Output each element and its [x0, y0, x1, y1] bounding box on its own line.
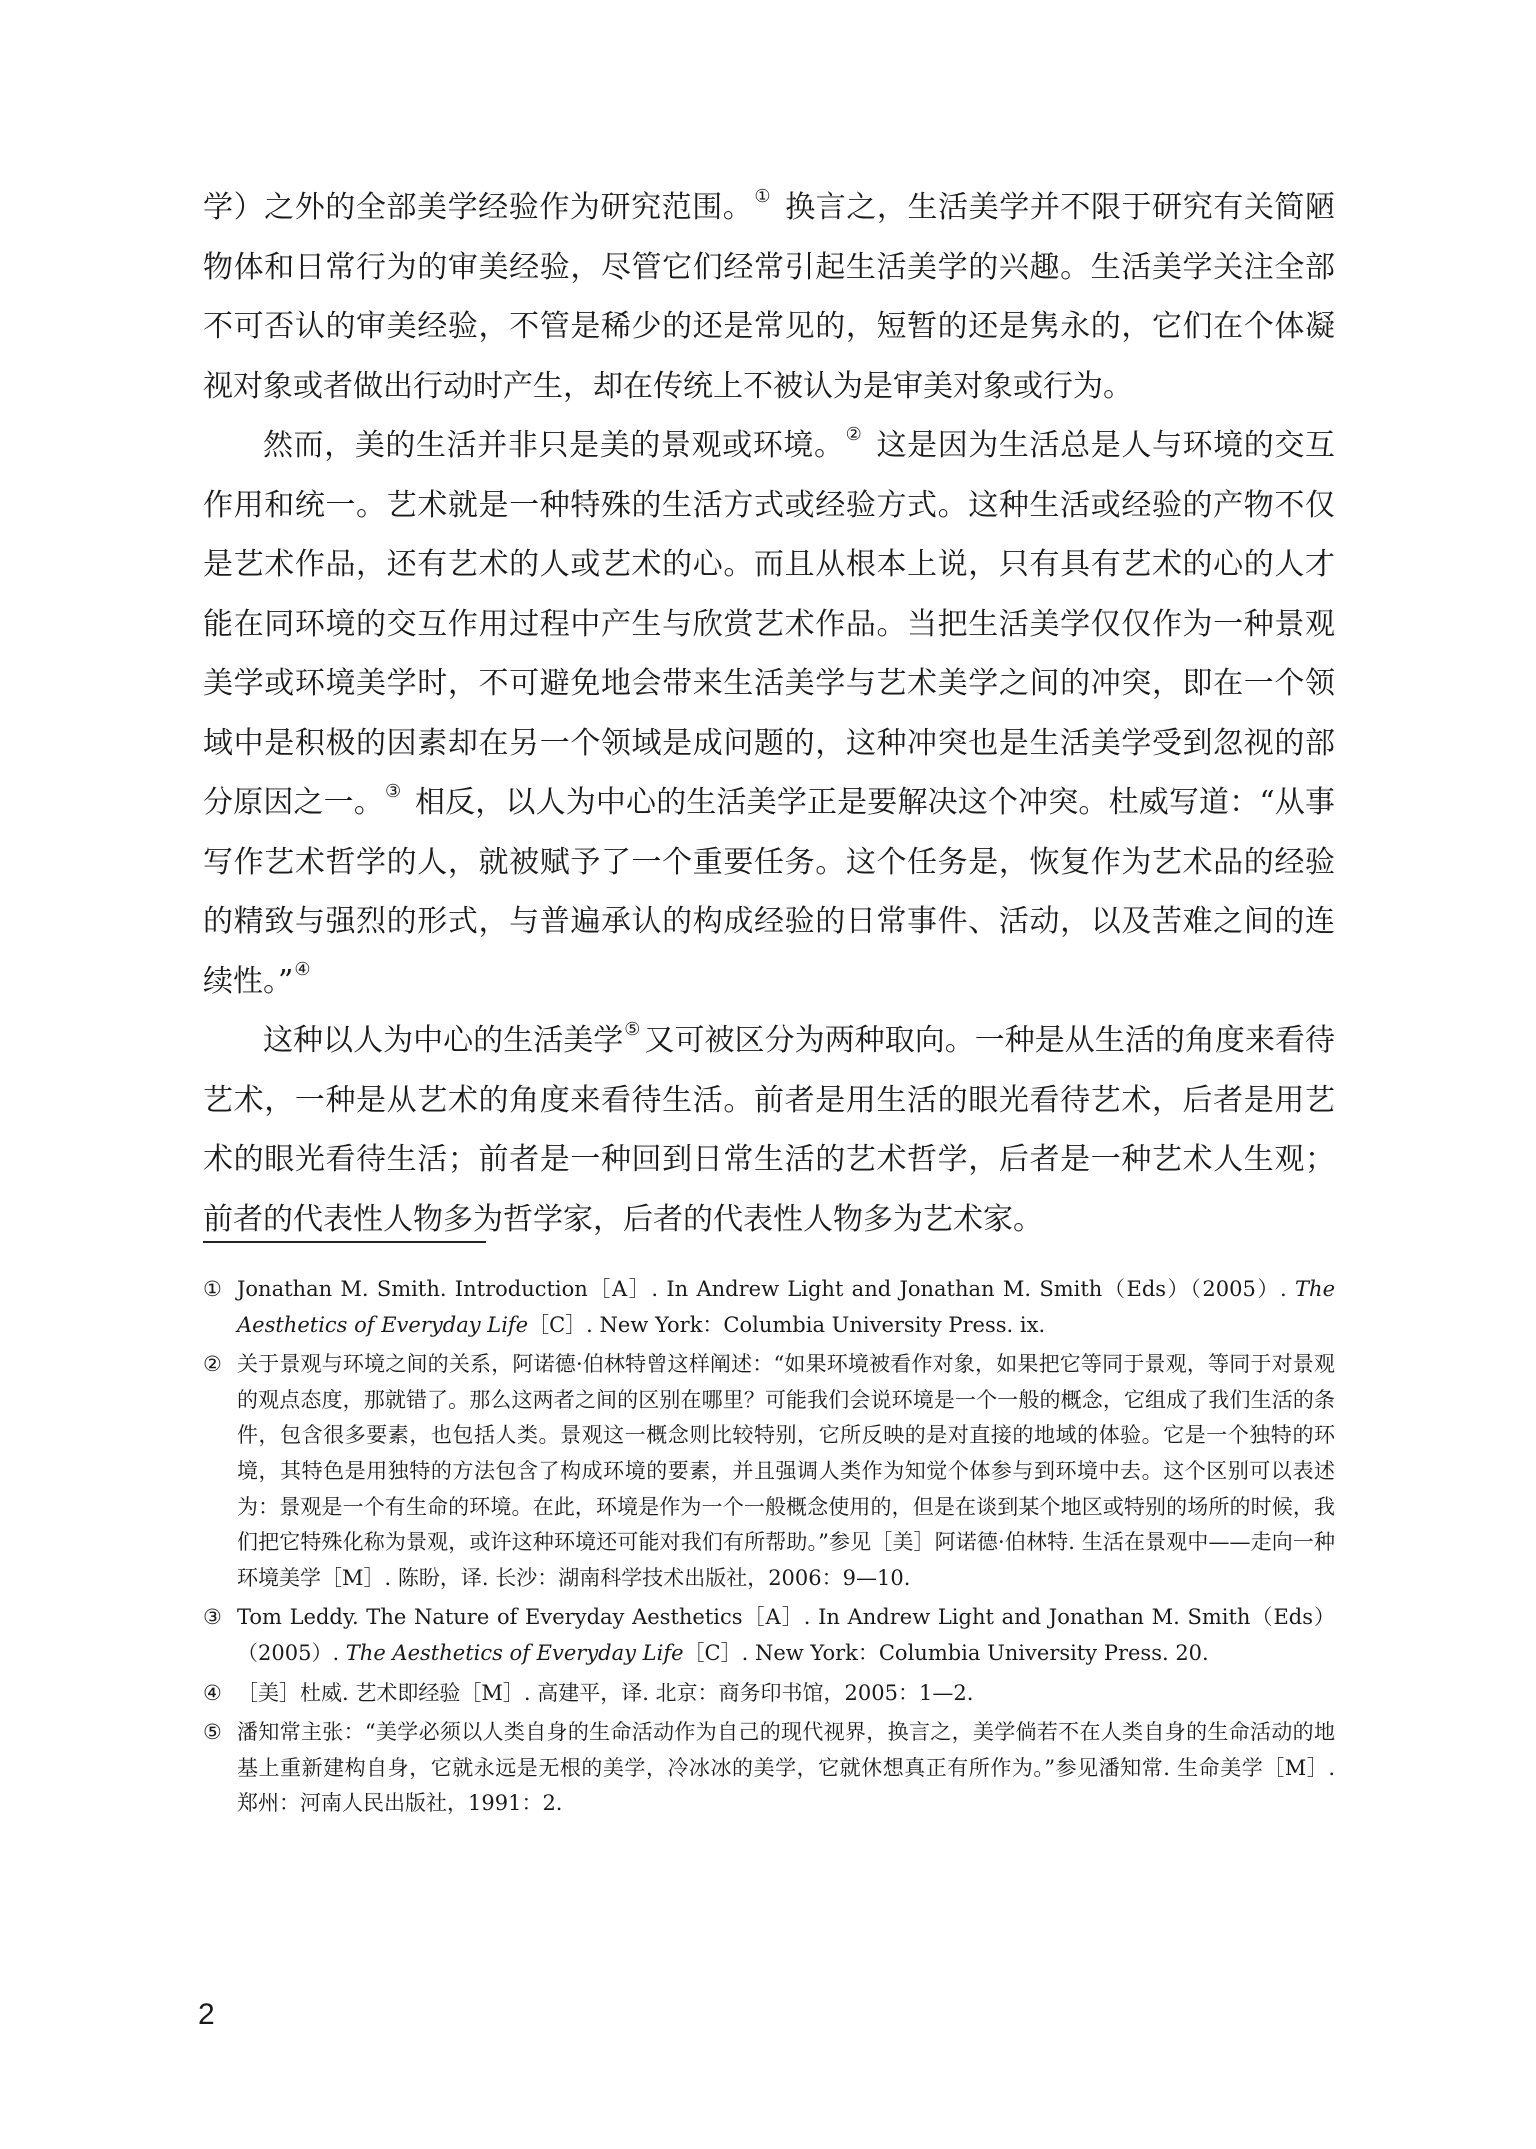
footnote-number: ③ — [203, 1605, 222, 1630]
footnote — [203, 1676, 1335, 1712]
paragraph-text: 这是因为生活总是人与环境的交互作用和统一。艺术就是一种特殊的生活方式或经验方式。这种生活或经验的产物不仅是艺术作品，还有艺术的人或艺术的心。而且从根本上说，只有具有艺术的心的人才能在同环境的交互作用过程中产生与欣赏艺术作品。当把生活美学仅仅作为一种景观美学或环境美学时，不可避免地会带来生活美学与艺术美学之间的冲突，即在一个领域中是积极的因素却在另一个领域是成问题的，这种冲突也是生活美学受到忽视的部分原因之一。 — [203, 428, 1335, 820]
footnote-ref[interactable]: ⑤ — [624, 1018, 641, 1040]
paragraph — [203, 178, 1335, 416]
footnote-segment: Jonathan M. Smith. Introduction［A］. In Andrew Light and Jonathan M. Smith（Eds）（2005）. — [237, 1277, 1296, 1301]
paragraph-text: 然而，美的生活并非只是美的景观或环境。 — [263, 428, 845, 463]
footnote-ref[interactable]: ② — [845, 423, 863, 445]
footnote-segment: Tom Leddy. The Nature of Everyday Aesthetics［A］. In Andrew Light and Jonathan M. Smith（Eds）（2005）. — [237, 1605, 1335, 1665]
footnote-number: ⑤ — [203, 1720, 222, 1745]
footnote-ref[interactable]: ④ — [294, 959, 311, 981]
footnote-segment: ［C］. New York：Columbia University Press. ix. — [528, 1312, 1046, 1337]
footnote-segment: ［美］杜威. 艺术即经验［M］. 高建平，译. 北京：商务印书馆，2005：1—2. — [237, 1680, 974, 1705]
paragraph-text: 学）之外的全部美学经验作为研究范围。 — [203, 190, 754, 225]
footnote — [203, 1600, 1335, 1671]
footnote-segment: 关于景观与环境之间的关系，阿诺德·伯林特曾这样阐述：“如果环境被看作对象，如果把它等同于景观，等同于对景观的观点态度，那就错了。那么这两者之间的区别在哪里？可能我们会说环境是一个一般的概念，它组成了我们生活的条件，包含很多要素，也包括人类。景观这一概念则比较特别，它所反映的是对直接的地域的体验。它是一个独特的环境，其特色是用独特的方法包含了构成环境的要素，并且强调人类作为知觉个体参与到环境中去。这个区别可以表述为：景观是一个有生命的环境。在此，环境是作为一个一般概念使用的，但是在谈到某个地区或特别的场所的时候，我们把它特殊化称为景观，或许这种环境还可能对我们有所帮助。”参见［美］阿诺德·伯林特. 生活在景观中——走向一种环境美学［M］. 陈盼，译. 长沙：湖南科学技术出版社，2006：9—10. — [237, 1352, 1335, 1590]
footnote — [203, 1347, 1335, 1596]
footnote-number: ④ — [203, 1680, 222, 1705]
book-title: The Aesthetics of Everyday Life — [237, 1277, 1335, 1337]
footnote-number: ① — [203, 1277, 222, 1301]
paragraph-text: 又可被区分为两种取向。一种是从生活的角度来看待艺术，一种是从艺术的角度来看待生活。前者是用生活的眼光看待艺术，后者是用艺术的眼光看待生活；前者是一种回到日常生活的艺术哲学，后者是一种艺术人生观；前者的代表性人物多为哲学家，后者的代表性人物多为艺术家。 — [203, 1023, 1336, 1237]
footnote-text — [237, 1352, 1335, 1590]
footnote-text — [237, 1720, 1335, 1815]
page-number: 2 — [198, 1998, 215, 2031]
footnote-number: ② — [203, 1352, 222, 1377]
footnote — [203, 1272, 1335, 1343]
paragraph — [203, 1011, 1335, 1249]
footnote-segment: ［C］. New York：Columbia University Press. 20. — [683, 1640, 1209, 1665]
footnote-text — [237, 1277, 1335, 1337]
footnote-text — [237, 1681, 973, 1705]
paragraph — [203, 416, 1335, 1011]
paragraph-text: 换言之，生活美学并不限于研究有关简陋物体和日常行为的审美经验，尽管它们经常引起生活美学的兴趣。生活美学关注全部不可否认的审美经验，不管是稀少的还是常见的，短暂的还是隽永的，它们在个体凝视对象或者做出行动时产生，却在传统上不被认为是审美对象或行为。 — [203, 190, 1335, 404]
main-text — [203, 178, 1335, 1249]
footnote-divider — [203, 1241, 486, 1243]
footnote-ref[interactable]: ③ — [384, 780, 402, 802]
footnote-text — [237, 1605, 1335, 1665]
paragraph-text: 相反，以人为中心的生活美学正是要解决这个冲突。杜威写道：“从事写作艺术哲学的人，就被赋予了一个重要任务。这个任务是，恢复作为艺术品的经验的精致与强烈的形式，与普遍承认的构成经验的日常事件、活动，以及苦难之间的连续性。” — [203, 785, 1336, 999]
paragraph-text: 这种以人为中心的生活美学 — [263, 1023, 624, 1058]
footnote — [203, 1715, 1335, 1822]
footnote-segment: 潘知常主张：“美学必须以人类自身的生命活动作为自己的现代视界，换言之，美学倘若不在人类自身的生命活动的地基上重新建构自身，它就永远是无根的美学，冷冰冰的美学，它就休想真正有所作为。”参见潘知常. 生命美学［M］. 郑州：河南人民出版社，1991：2. — [237, 1720, 1335, 1816]
footnote-ref[interactable]: ① — [754, 185, 772, 207]
footnotes — [203, 1272, 1335, 1826]
book-title: The Aesthetics of Everyday Life — [345, 1640, 684, 1665]
